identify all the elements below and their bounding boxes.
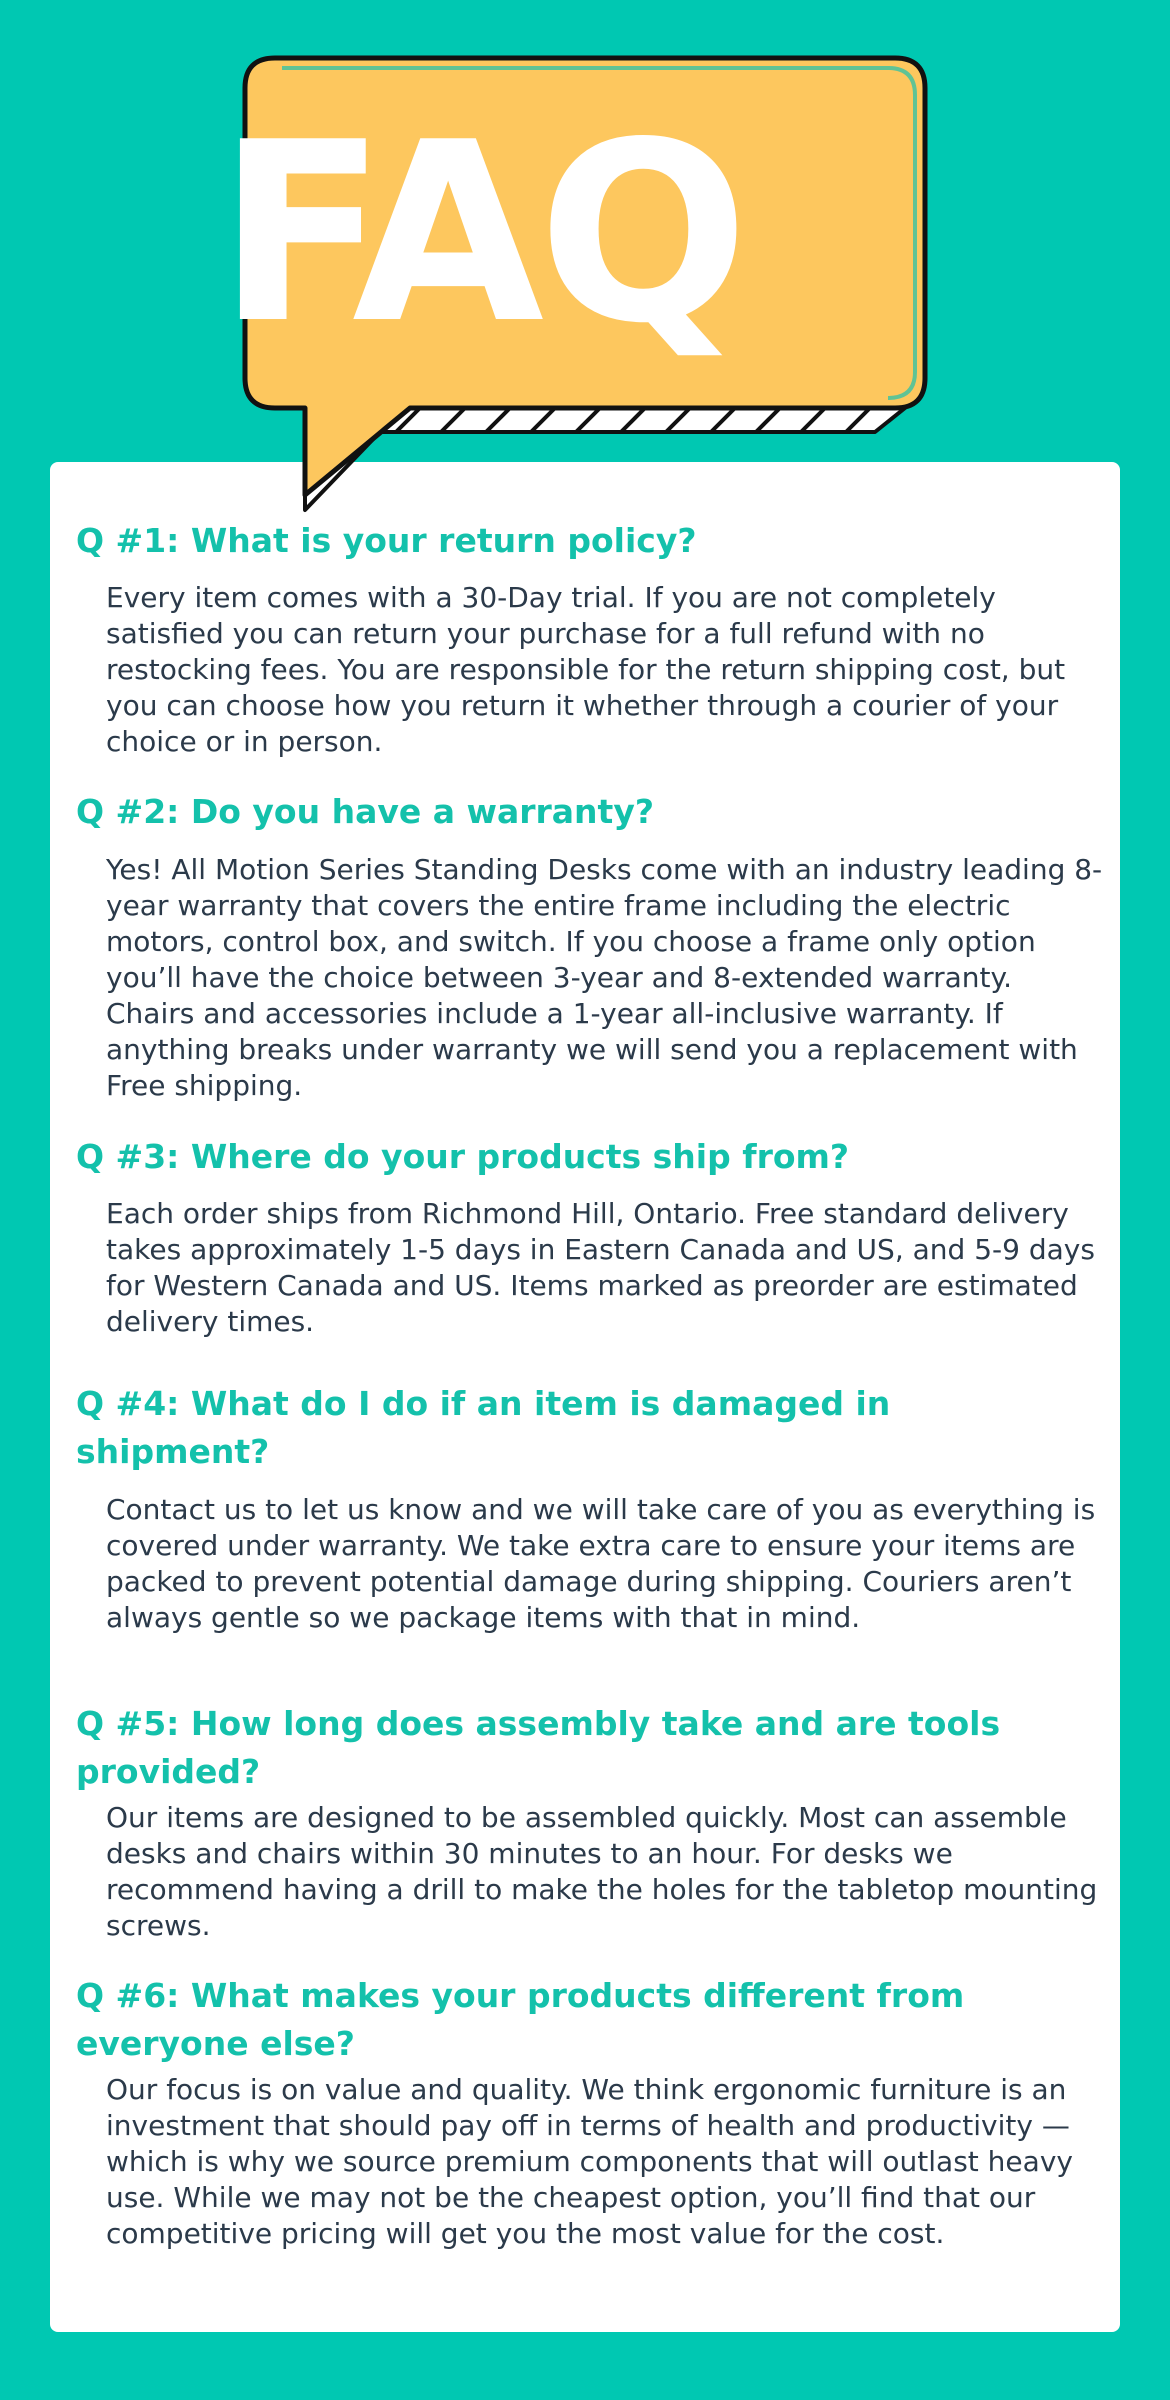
faq-answer-2: Yes! All Motion Series Standing Desks come with an industry leading 8-year warranty that covers the entire frame including the electric motors, control box, and switch. If you choose a frame only option you’ll have the choice between 3-year and 8-extended warranty. Chairs and accessories include a 1-year all-inclusive warranty. If anything breaks under warranty we will send you a replacement with Free shipping. (106, 853, 1103, 1102)
question-text: What makes your products different from everyone else? (76, 1976, 965, 2063)
question-text: How long does assembly take and are tools provided? (76, 1704, 1001, 1791)
faq-answer-5: Our items are designed to be assembled quickly. Most can assemble desks and chairs within 30 minutes to an hour. For desks we recommend having a drill to make the holes for the tabletop mounting screws. (106, 1801, 1098, 1942)
question-label: Q #6: (76, 1976, 180, 2015)
faq-question-3 (76, 1133, 1096, 1181)
page-title: FAQ (217, 90, 743, 378)
question-label: Q #2: (76, 792, 180, 831)
question-text: Where do your products ship from? (190, 1137, 850, 1176)
faq-question-4 (76, 1380, 956, 1476)
question-text: What is your return policy? (190, 521, 697, 560)
faq-question-1 (76, 517, 1096, 565)
faq-question-2 (76, 788, 1096, 836)
faq-question-5 (76, 1700, 1036, 1796)
question-label: Q #4: (76, 1384, 180, 1423)
faq-answer-3: Each order ships from Richmond Hill, Ontario. Free standard delivery takes approximately 1-5 days in Eastern Canada and US, and 5-9 days for Western Canada and US. Items marked as preorder are estimated delivery times. (106, 1197, 1095, 1338)
question-text: Do you have a warranty? (190, 792, 654, 831)
question-label: Q #3: (76, 1137, 180, 1176)
question-label: Q #5: (76, 1704, 180, 1743)
faq-answer-6: Our focus is on value and quality. We think ergonomic furniture is an investment that should pay off in terms of health and productivity — which is why we source premium components that will outlast heavy use. While we may not be the cheapest option, you’ll find that our competitive pricing will get you the most value for the cost. (106, 2073, 1073, 2250)
faq-answer-1: Every item comes with a 30-Day trial. If you are not completely satisfied you can return your purchase for a full refund with no restocking fees. You are responsible for the return shipping cost, but you can choose how you return it whether through a courier of your choice or in person. (106, 581, 1066, 758)
faq-question-6 (76, 1972, 1016, 2068)
faq-answer-4: Contact us to let us know and we will take care of you as everything is covered under warranty. We take extra care to ensure your items are packed to prevent potential damage during shipping. Couriers aren’t always gentle so we package items with that in mind. (106, 1493, 1096, 1634)
question-text: What do I do if an item is damaged in shipment? (76, 1384, 891, 1471)
question-label: Q #1: (76, 521, 180, 560)
